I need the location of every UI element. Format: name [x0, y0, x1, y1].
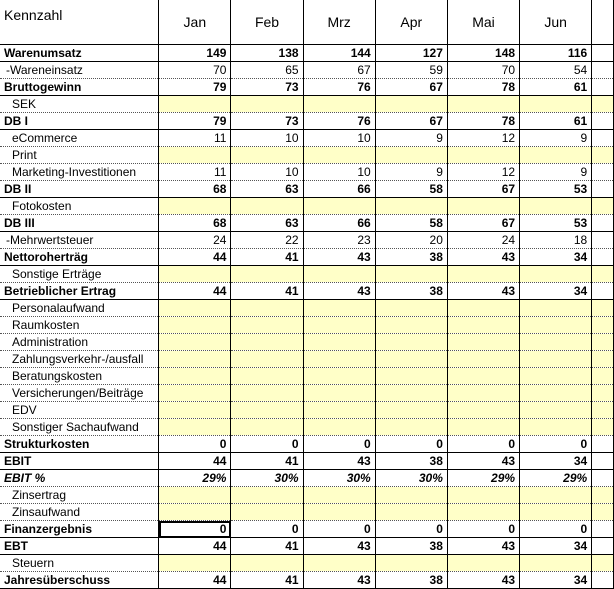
value-cell[interactable]: 61 [520, 113, 592, 130]
value-cell[interactable] [303, 385, 375, 402]
value-cell[interactable]: 76 [303, 79, 375, 96]
value-cell[interactable]: 0 [303, 521, 375, 538]
value-cell[interactable]: 24 [447, 232, 519, 249]
value-cell[interactable]: 9 [520, 130, 592, 147]
extra-column-cell[interactable] [592, 215, 614, 232]
extra-column-cell[interactable] [592, 470, 614, 487]
table-row [0, 317, 614, 334]
value-cell[interactable] [303, 419, 375, 436]
value-cell[interactable]: 148 [447, 45, 519, 62]
table-row [0, 300, 614, 317]
value-cell[interactable]: 0 [375, 521, 447, 538]
value-cell[interactable]: 18 [520, 232, 592, 249]
row-label-cell[interactable]: Sonstiger Sachaufwand [0, 419, 159, 436]
value-cell[interactable] [447, 317, 519, 334]
extra-column-cell[interactable] [592, 419, 614, 436]
value-cell[interactable] [303, 198, 375, 215]
value-cell[interactable] [159, 419, 231, 436]
extra-column-cell[interactable] [592, 402, 614, 419]
value-cell[interactable] [231, 317, 303, 334]
value-cell[interactable]: 78 [447, 113, 519, 130]
value-cell[interactable]: 53 [520, 215, 592, 232]
value-cell[interactable]: 30% [231, 470, 303, 487]
row-label-cell[interactable]: Bruttogewinn [0, 79, 159, 96]
table-row [0, 555, 614, 572]
extra-column-cell[interactable] [592, 385, 614, 402]
value-cell[interactable]: 149 [159, 45, 231, 62]
value-cell[interactable] [447, 300, 519, 317]
value-cell[interactable] [231, 419, 303, 436]
table-row [0, 538, 614, 555]
row-label-cell[interactable]: Zinsertrag [0, 487, 159, 504]
value-cell[interactable] [303, 334, 375, 351]
value-cell[interactable]: 43 [303, 572, 375, 589]
extra-column-cell[interactable] [592, 62, 614, 79]
value-cell[interactable] [447, 504, 519, 521]
value-cell[interactable] [303, 300, 375, 317]
extra-column-cell[interactable] [592, 181, 614, 198]
table-row [0, 521, 614, 538]
extra-column-cell[interactable] [592, 79, 614, 96]
value-cell[interactable]: 67 [375, 113, 447, 130]
value-cell[interactable]: 65 [231, 62, 303, 79]
value-cell[interactable]: 41 [231, 283, 303, 300]
value-cell[interactable]: 38 [375, 538, 447, 555]
month-header-5[interactable]: Jun [520, 0, 592, 45]
extra-column-cell[interactable] [592, 334, 614, 351]
value-cell[interactable] [159, 385, 231, 402]
table-row [0, 232, 614, 249]
value-cell[interactable] [520, 385, 592, 402]
value-cell[interactable]: 34 [520, 453, 592, 470]
row-label-cell[interactable]: DB III [0, 215, 159, 232]
value-cell[interactable]: 0 [159, 521, 231, 538]
value-cell[interactable]: 144 [303, 45, 375, 62]
table-row [0, 453, 614, 470]
extra-column-cell[interactable] [592, 317, 614, 334]
value-cell[interactable]: 63 [231, 215, 303, 232]
extra-column-cell[interactable] [592, 283, 614, 300]
value-cell[interactable]: 0 [447, 521, 519, 538]
table-row [0, 113, 614, 130]
value-cell[interactable]: 44 [159, 283, 231, 300]
value-cell[interactable]: 127 [375, 45, 447, 62]
row-label-cell[interactable]: DB II [0, 181, 159, 198]
value-cell[interactable] [375, 317, 447, 334]
value-cell[interactable] [159, 317, 231, 334]
value-cell[interactable]: 44 [159, 538, 231, 555]
value-cell[interactable] [520, 402, 592, 419]
value-cell[interactable]: 43 [303, 453, 375, 470]
value-cell[interactable] [447, 487, 519, 504]
value-cell[interactable] [447, 402, 519, 419]
value-cell[interactable] [231, 198, 303, 215]
row-label-cell[interactable]: EDV [0, 402, 159, 419]
value-cell[interactable]: 68 [159, 215, 231, 232]
row-label-cell[interactable]: Beratungskosten [0, 368, 159, 385]
extra-column-cell[interactable] [592, 198, 614, 215]
value-cell[interactable]: 38 [375, 249, 447, 266]
value-cell[interactable]: 38 [375, 283, 447, 300]
row-label-cell[interactable]: SEK [0, 96, 159, 113]
extra-column-cell[interactable] [592, 300, 614, 317]
table-row [0, 402, 614, 419]
value-cell[interactable]: 58 [375, 215, 447, 232]
extra-column-cell[interactable] [592, 504, 614, 521]
value-cell[interactable] [375, 198, 447, 215]
value-cell[interactable]: 43 [303, 249, 375, 266]
value-cell[interactable]: 68 [159, 181, 231, 198]
value-cell[interactable]: 43 [447, 453, 519, 470]
extra-column-cell[interactable] [592, 453, 614, 470]
value-cell[interactable]: 79 [159, 79, 231, 96]
value-cell[interactable]: 41 [231, 453, 303, 470]
value-cell[interactable]: 53 [520, 181, 592, 198]
row-label-cell[interactable]: Nettoroherträg [0, 249, 159, 266]
value-cell[interactable] [231, 555, 303, 572]
value-cell[interactable]: 54 [520, 62, 592, 79]
table-row [0, 572, 614, 589]
table-row [0, 283, 614, 300]
row-label-cell[interactable]: eCommerce [0, 130, 159, 147]
value-cell[interactable]: 41 [231, 249, 303, 266]
value-cell[interactable]: 79 [159, 113, 231, 130]
value-cell[interactable] [447, 147, 519, 164]
value-cell[interactable]: 70 [447, 62, 519, 79]
value-cell[interactable]: 0 [231, 521, 303, 538]
value-cell[interactable] [520, 198, 592, 215]
value-cell[interactable] [447, 385, 519, 402]
value-cell[interactable] [520, 147, 592, 164]
value-cell[interactable]: 0 [231, 436, 303, 453]
value-cell[interactable] [231, 351, 303, 368]
value-cell[interactable]: 63 [231, 181, 303, 198]
row-label-cell[interactable]: Raumkosten [0, 317, 159, 334]
value-cell[interactable] [303, 402, 375, 419]
extra-column-cell[interactable] [592, 368, 614, 385]
value-cell[interactable]: 38 [375, 572, 447, 589]
extra-column-cell[interactable] [592, 555, 614, 572]
row-label-cell[interactable]: Zahlungsverkehr-/ausfall [0, 351, 159, 368]
value-cell[interactable]: 67 [447, 215, 519, 232]
value-cell[interactable]: 0 [520, 521, 592, 538]
value-cell[interactable]: 9 [520, 164, 592, 181]
row-label-cell[interactable]: Jahresüberschuss [0, 572, 159, 589]
extra-column-cell[interactable] [592, 521, 614, 538]
value-cell[interactable] [375, 266, 447, 283]
value-cell[interactable] [375, 419, 447, 436]
value-cell[interactable] [520, 487, 592, 504]
extra-column-cell[interactable] [592, 351, 614, 368]
value-cell[interactable]: 43 [303, 538, 375, 555]
extra-column-cell[interactable] [592, 130, 614, 147]
row-label-cell[interactable]: Warenumsatz [0, 45, 159, 62]
row-label-cell[interactable]: Sonstige Erträge [0, 266, 159, 283]
row-label-cell[interactable]: Betrieblicher Ertrag [0, 283, 159, 300]
value-cell[interactable] [375, 555, 447, 572]
value-cell[interactable]: 10 [231, 164, 303, 181]
value-cell[interactable]: 67 [375, 79, 447, 96]
value-cell[interactable]: 70 [159, 62, 231, 79]
row-label-cell[interactable]: Strukturkosten [0, 436, 159, 453]
value-cell[interactable]: 0 [375, 436, 447, 453]
value-cell[interactable] [159, 504, 231, 521]
value-cell[interactable]: 24 [159, 232, 231, 249]
value-cell[interactable]: 34 [520, 283, 592, 300]
value-cell[interactable]: 41 [231, 572, 303, 589]
value-cell[interactable]: 67 [447, 181, 519, 198]
row-label-cell[interactable]: Print [0, 147, 159, 164]
value-cell[interactable] [231, 368, 303, 385]
value-cell[interactable]: 43 [303, 283, 375, 300]
value-cell[interactable]: 23 [303, 232, 375, 249]
value-cell[interactable]: 0 [447, 436, 519, 453]
value-cell[interactable]: 10 [231, 130, 303, 147]
value-cell[interactable]: 76 [303, 113, 375, 130]
row-label-cell[interactable]: Steuern [0, 555, 159, 572]
table-row [0, 504, 614, 521]
table-row [0, 62, 614, 79]
value-cell[interactable]: 116 [520, 45, 592, 62]
value-cell[interactable]: 0 [303, 436, 375, 453]
value-cell[interactable]: 43 [447, 249, 519, 266]
table-row [0, 147, 614, 164]
value-cell[interactable]: 11 [159, 130, 231, 147]
value-cell[interactable] [375, 368, 447, 385]
table-row [0, 249, 614, 266]
extra-column-cell[interactable] [592, 572, 614, 589]
month-header-2[interactable]: Mrz [303, 0, 375, 45]
value-cell[interactable] [375, 351, 447, 368]
value-cell[interactable] [375, 300, 447, 317]
extra-column-cell[interactable] [592, 113, 614, 130]
value-cell[interactable] [231, 334, 303, 351]
extra-column-cell[interactable] [592, 538, 614, 555]
value-cell[interactable]: 29% [159, 470, 231, 487]
value-cell[interactable] [303, 147, 375, 164]
value-cell[interactable] [375, 402, 447, 419]
value-cell[interactable] [303, 351, 375, 368]
month-header-1[interactable]: Feb [231, 0, 303, 45]
value-cell[interactable]: 67 [303, 62, 375, 79]
table-row [0, 130, 614, 147]
table-row [0, 419, 614, 436]
value-cell[interactable] [159, 334, 231, 351]
value-cell[interactable]: 44 [159, 249, 231, 266]
value-cell[interactable] [231, 402, 303, 419]
row-label-cell[interactable]: Fotokosten [0, 198, 159, 215]
value-cell[interactable]: 34 [520, 538, 592, 555]
value-cell[interactable]: 12 [447, 164, 519, 181]
value-cell[interactable] [520, 96, 592, 113]
value-cell[interactable] [447, 351, 519, 368]
value-cell[interactable]: 11 [159, 164, 231, 181]
row-label-cell[interactable]: EBT [0, 538, 159, 555]
value-cell[interactable]: 12 [447, 130, 519, 147]
value-cell[interactable] [231, 266, 303, 283]
value-cell[interactable] [375, 487, 447, 504]
value-cell[interactable] [375, 147, 447, 164]
value-cell[interactable] [231, 96, 303, 113]
extra-column-cell[interactable] [592, 147, 614, 164]
value-cell[interactable] [159, 368, 231, 385]
month-header-3[interactable]: Apr [375, 0, 447, 45]
table-row [0, 164, 614, 181]
value-cell[interactable] [520, 504, 592, 521]
value-cell[interactable] [447, 266, 519, 283]
value-cell[interactable] [303, 368, 375, 385]
value-cell[interactable]: 43 [447, 538, 519, 555]
value-cell[interactable] [159, 96, 231, 113]
value-cell[interactable] [159, 351, 231, 368]
value-cell[interactable] [375, 334, 447, 351]
value-cell[interactable] [520, 334, 592, 351]
value-cell[interactable] [303, 266, 375, 283]
value-cell[interactable] [231, 385, 303, 402]
value-cell[interactable]: 9 [375, 164, 447, 181]
value-cell[interactable] [520, 300, 592, 317]
value-cell[interactable] [159, 487, 231, 504]
value-cell[interactable] [375, 96, 447, 113]
extra-column-cell[interactable] [592, 232, 614, 249]
row-label-cell[interactable]: Finanzergebnis [0, 521, 159, 538]
row-label-cell[interactable]: EBIT % [0, 470, 159, 487]
value-cell[interactable] [159, 266, 231, 283]
header-row [0, 0, 614, 45]
value-cell[interactable]: 43 [447, 572, 519, 589]
table-row [0, 79, 614, 96]
row-label-cell[interactable]: DB I [0, 113, 159, 130]
value-cell[interactable] [447, 555, 519, 572]
value-cell[interactable] [447, 198, 519, 215]
value-cell[interactable]: 66 [303, 215, 375, 232]
table-row [0, 215, 614, 232]
value-cell[interactable]: 38 [375, 453, 447, 470]
value-cell[interactable]: 34 [520, 572, 592, 589]
value-cell[interactable] [231, 487, 303, 504]
value-cell[interactable] [375, 504, 447, 521]
table-row [0, 198, 614, 215]
extra-column-cell[interactable] [592, 0, 614, 45]
value-cell[interactable] [303, 555, 375, 572]
value-cell[interactable]: 10 [303, 130, 375, 147]
value-cell[interactable] [159, 402, 231, 419]
value-cell[interactable] [520, 351, 592, 368]
extra-column-cell[interactable] [592, 164, 614, 181]
value-cell[interactable]: 30% [303, 470, 375, 487]
value-cell[interactable] [159, 555, 231, 572]
table-row [0, 351, 614, 368]
value-cell[interactable] [520, 368, 592, 385]
value-cell[interactable]: 44 [159, 572, 231, 589]
value-cell[interactable] [447, 334, 519, 351]
value-cell[interactable]: 44 [159, 453, 231, 470]
value-cell[interactable]: 61 [520, 79, 592, 96]
value-cell[interactable]: 43 [447, 283, 519, 300]
value-cell[interactable] [303, 96, 375, 113]
value-cell[interactable] [447, 368, 519, 385]
value-cell[interactable]: 34 [520, 249, 592, 266]
row-label-cell[interactable]: Marketing-Investitionen [0, 164, 159, 181]
month-header-0[interactable]: Jan [159, 0, 231, 45]
value-cell[interactable]: 10 [303, 164, 375, 181]
value-cell[interactable]: 0 [159, 436, 231, 453]
row-label-cell[interactable]: Zinsaufwand [0, 504, 159, 521]
value-cell[interactable] [375, 385, 447, 402]
table-row [0, 181, 614, 198]
value-cell[interactable]: 41 [231, 538, 303, 555]
value-cell[interactable] [159, 198, 231, 215]
value-cell[interactable] [231, 504, 303, 521]
extra-column-cell[interactable] [592, 436, 614, 453]
value-cell[interactable] [520, 555, 592, 572]
row-label-cell[interactable]: -Wareneinsatz [0, 62, 159, 79]
table-row [0, 45, 614, 62]
value-cell[interactable] [520, 266, 592, 283]
extra-column-cell[interactable] [592, 487, 614, 504]
value-cell[interactable]: 0 [520, 436, 592, 453]
value-cell[interactable] [159, 300, 231, 317]
value-cell[interactable] [231, 300, 303, 317]
row-label-cell[interactable]: Personalaufwand [0, 300, 159, 317]
table-row [0, 368, 614, 385]
value-cell[interactable] [303, 317, 375, 334]
table-row [0, 385, 614, 402]
extra-column-cell[interactable] [592, 45, 614, 62]
value-cell[interactable]: 59 [375, 62, 447, 79]
value-cell[interactable]: 20 [375, 232, 447, 249]
extra-column-cell[interactable] [592, 266, 614, 283]
table-row [0, 487, 614, 504]
value-cell[interactable] [159, 147, 231, 164]
value-cell[interactable]: 30% [375, 470, 447, 487]
value-cell[interactable]: 66 [303, 181, 375, 198]
row-label-cell[interactable]: EBIT [0, 453, 159, 470]
table-row [0, 470, 614, 487]
row-label-cell[interactable]: Administration [0, 334, 159, 351]
table-row [0, 96, 614, 113]
value-cell[interactable]: 58 [375, 181, 447, 198]
row-label-cell[interactable]: -Mehrwertsteuer [0, 232, 159, 249]
value-cell[interactable]: 73 [231, 113, 303, 130]
value-cell[interactable]: 138 [231, 45, 303, 62]
value-cell[interactable] [520, 317, 592, 334]
value-cell[interactable] [520, 419, 592, 436]
table-row [0, 334, 614, 351]
value-cell[interactable]: 73 [231, 79, 303, 96]
value-cell[interactable] [231, 147, 303, 164]
value-cell[interactable] [447, 96, 519, 113]
extra-column-cell[interactable] [592, 249, 614, 266]
table-row [0, 436, 614, 453]
value-cell[interactable] [303, 487, 375, 504]
extra-column-cell[interactable] [592, 96, 614, 113]
value-cell[interactable]: 78 [447, 79, 519, 96]
row-label-cell[interactable]: Versicherungen/Beiträge [0, 385, 159, 402]
value-cell[interactable] [303, 504, 375, 521]
value-cell[interactable]: 9 [375, 130, 447, 147]
value-cell[interactable]: 22 [231, 232, 303, 249]
value-cell[interactable]: 29% [447, 470, 519, 487]
table-row [0, 266, 614, 283]
value-cell[interactable] [447, 419, 519, 436]
header-label-cell[interactable]: Kennzahl [0, 0, 159, 45]
month-header-4[interactable]: Mai [447, 0, 519, 45]
value-cell[interactable]: 29% [520, 470, 592, 487]
